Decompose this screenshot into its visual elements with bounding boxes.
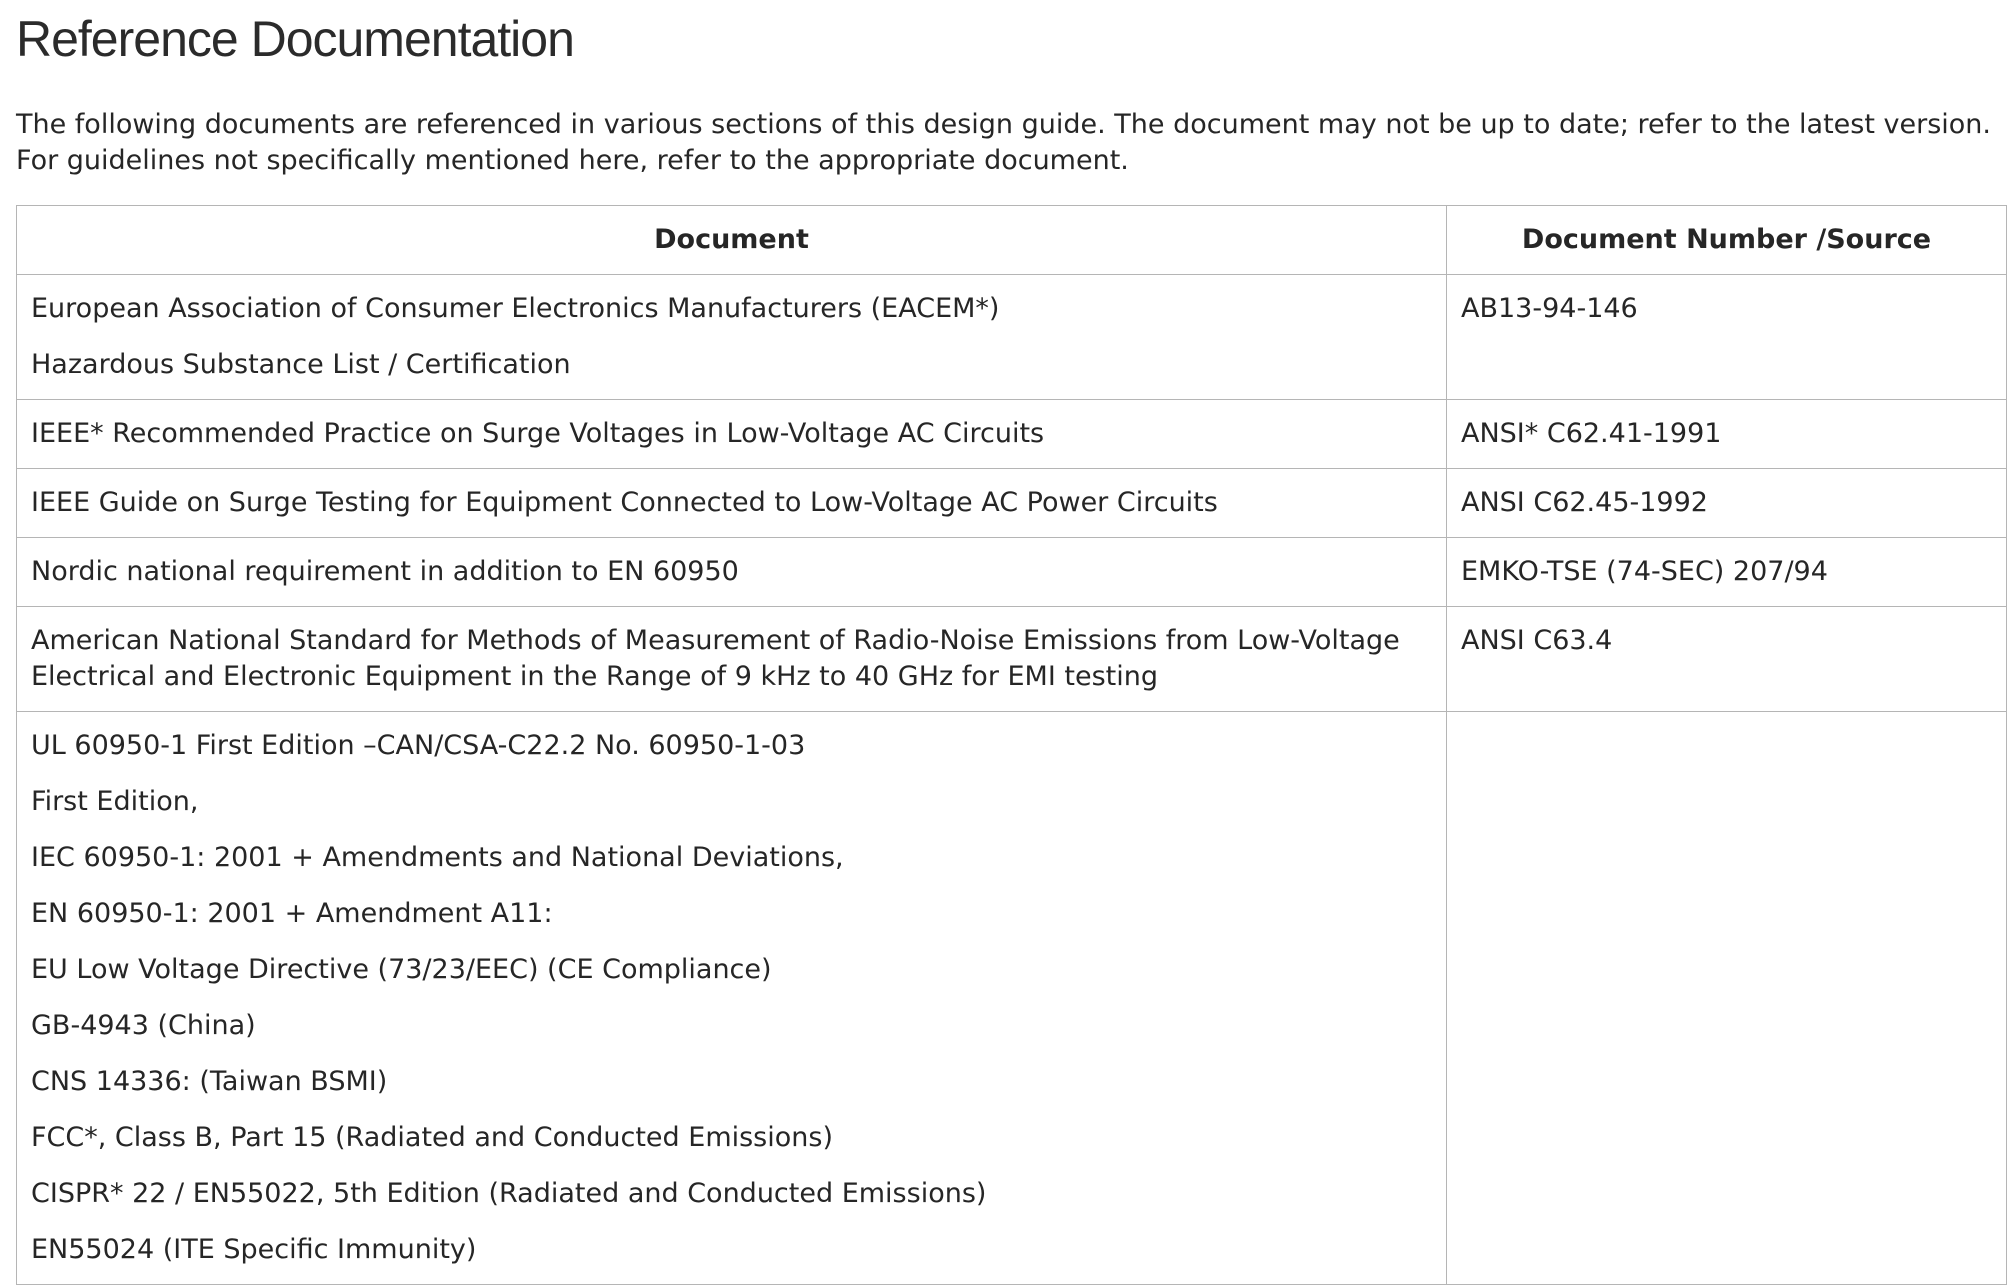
- intro-paragraph: The following documents are referenced in various sections of this design guide. The document may not be up to date; refer to the latest version. For guidelines not specifically mentioned here, refer to the appropriate document.: [16, 109, 1991, 176]
- table-row: [17, 712, 2007, 1285]
- document-cell: [17, 607, 1447, 712]
- document-line: CNS 14336: (Taiwan BSMI): [31, 1066, 388, 1097]
- header-document: Document: [17, 206, 1447, 275]
- table-row: [17, 275, 2007, 400]
- document-line: EN55024 (ITE Specific Immunity): [31, 1234, 477, 1265]
- table-row: [17, 538, 2007, 607]
- table-row: [17, 469, 2007, 538]
- document-line: FCC*, Class B, Part 15 (Radiated and Conducted Emissions): [31, 1122, 833, 1153]
- document-line: EU Low Voltage Directive (73/23/EEC) (CE Compliance): [31, 954, 772, 985]
- document-line: IEC 60950-1: 2001 + Amendments and National Deviations,: [31, 842, 844, 873]
- document-line: CISPR* 22 / EN55022, 5th Edition (Radiated and Conducted Emissions): [31, 1178, 987, 1209]
- document-cell: [17, 712, 1447, 1285]
- table-row: [17, 607, 2007, 712]
- document-line: UL 60950-1 First Edition –CAN/CSA-C22.2 No. 60950-1-03: [31, 730, 806, 761]
- document-cell: [17, 400, 1447, 469]
- source-cell: ANSI C62.45-1992: [1447, 469, 2007, 538]
- document-line: American National Standard for Methods of Measurement of Radio-Noise Emissions from Low-Voltage Electrical and Electronic Equipment in the Range of 9 kHz to 40 GHz for EMI testing: [31, 625, 1400, 692]
- reference-table: [16, 205, 2007, 1285]
- page-title: Reference Documentation: [16, 11, 574, 67]
- source-cell: [1447, 712, 2007, 1285]
- source-cell: ANSI C63.4: [1447, 607, 2007, 712]
- table-row: [17, 400, 2007, 469]
- source-cell: EMKO-TSE (74-SEC) 207/94: [1447, 538, 2007, 607]
- document-cell: [17, 275, 1447, 400]
- page: [16, 0, 2006, 1285]
- document-line: First Edition,: [31, 786, 199, 817]
- document-cell: [17, 538, 1447, 607]
- source-cell: ANSI* C62.41-1991: [1447, 400, 2007, 469]
- source-cell: AB13-94-146: [1447, 275, 2007, 400]
- document-line: EN 60950-1: 2001 + Amendment A11:: [31, 898, 553, 929]
- document-line: IEEE Guide on Surge Testing for Equipment Connected to Low-Voltage AC Power Circuits: [31, 487, 1218, 518]
- table-header-row: [17, 206, 2007, 275]
- header-document-number-source: Document Number /Source: [1447, 206, 2007, 275]
- document-line: European Association of Consumer Electronics Manufacturers (EACEM*): [31, 293, 1000, 324]
- document-line: Hazardous Substance List / Certification: [31, 349, 571, 380]
- document-cell: [17, 469, 1447, 538]
- document-line: IEEE* Recommended Practice on Surge Voltages in Low-Voltage AC Circuits: [31, 418, 1045, 449]
- document-line: GB-4943 (China): [31, 1010, 256, 1041]
- document-line: Nordic national requirement in addition to EN 60950: [31, 556, 739, 587]
